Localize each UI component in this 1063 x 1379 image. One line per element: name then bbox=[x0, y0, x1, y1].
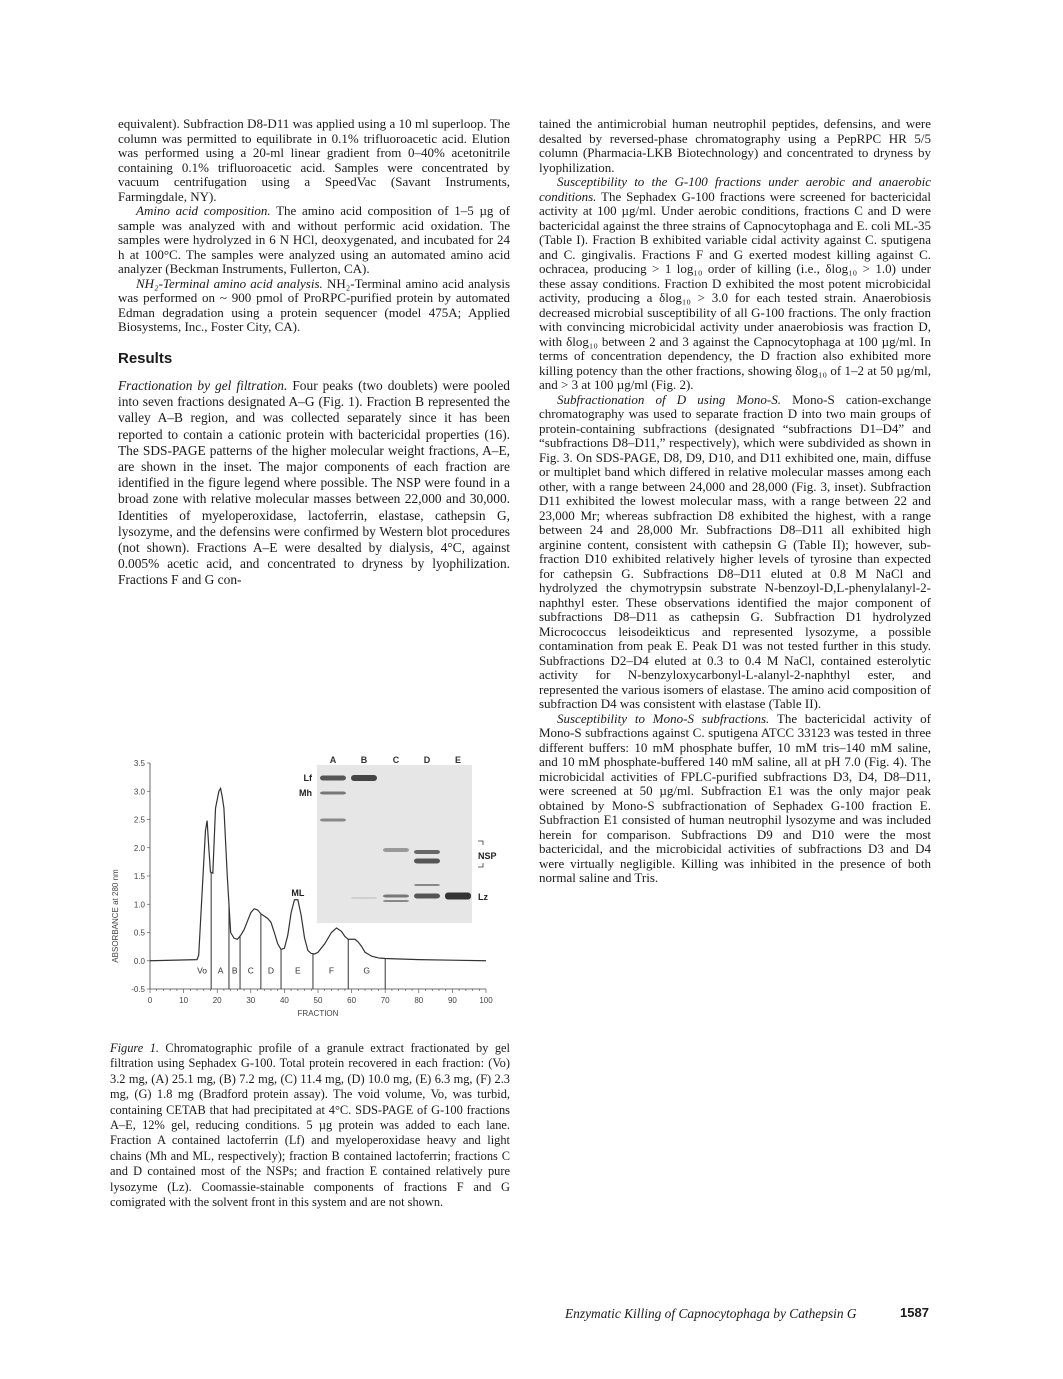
gel-band bbox=[414, 859, 440, 864]
y-tick-label: -0.5 bbox=[131, 985, 145, 994]
paragraph-text: equivalent). Subfraction D8-D11 was applied using a 10 ml superloop. The column was permitted to equilibrate in 0.1% trifluoroacetic acid. Elution was performed using a 20-ml linear gradient from 0–40% acetonitrile containing 0.1% trifluoroacetic acid. Samples were concentrated by vacuum centrifugation using a SpeedVac (Savant Instruments, Farmingdale, NY). bbox=[118, 116, 510, 204]
gel-band bbox=[383, 895, 409, 898]
paragraph bbox=[539, 712, 931, 886]
x-tick-label: 40 bbox=[279, 996, 289, 1005]
x-tick-label: 90 bbox=[447, 996, 457, 1005]
fractionation-paragraph bbox=[118, 378, 510, 589]
x-tick-label: 60 bbox=[347, 996, 357, 1005]
fraction-label: G bbox=[363, 965, 371, 976]
x-tick-label: 100 bbox=[479, 996, 493, 1005]
x-tick-label: 80 bbox=[414, 996, 424, 1005]
section-heading-results: Results bbox=[118, 350, 173, 367]
figure-caption bbox=[110, 1041, 510, 1210]
gel-band bbox=[414, 894, 440, 899]
gel-band bbox=[383, 900, 409, 902]
chart-svg bbox=[100, 750, 520, 1030]
gel-lane-label: C bbox=[392, 755, 400, 765]
peak-label-ml: ML bbox=[291, 887, 305, 898]
paragraph-text: tained the antimicrobial human neutrophil peptides, defensins, and were desalted by reversed-phase chromatography using a PepRPC HR 5/5 column (Pharmacia-LKB Biotechnology) and concentrated to dryness by lyophilization. bbox=[539, 116, 931, 175]
gel-lane-label: E bbox=[454, 755, 462, 765]
fraction-label: F bbox=[328, 965, 335, 976]
x-tick-label: 70 bbox=[380, 996, 390, 1005]
fraction-label: C bbox=[247, 965, 254, 976]
x-axis-label: FRACTION bbox=[297, 1009, 339, 1018]
gel-lane-label: D bbox=[423, 755, 431, 765]
gel-band bbox=[320, 819, 346, 822]
figure-1-chromatogram bbox=[100, 750, 520, 1030]
gel-band bbox=[445, 893, 471, 900]
paragraph-lead: Susceptibility to Mono-S subfractions. bbox=[557, 710, 770, 726]
paragraph bbox=[118, 277, 510, 335]
paragraph-text: Mono-S cation-exchange chromatography was used to separate fraction D into two main groups of protein-containing subfractions (designated “subfractions D1–D4” and “subfractions D8–D11,” respectively), which were subdivided as shown in Fig. 3. On SDS-PAGE, D8, D9, D10, and D11 exhibited one, main, diffuse or multiplet band which differed in relative molecular masses among each other, with a range between 24,000 and 28,000 (Fig. 3, inset). Subfraction D11 exhibited the lowest molecular mass, with a range between 22 and 23,000 Mr; whereas subfraction D8 exhibited the highest, with a range between 24 and 28,000 Mr. Subfractions D8–D11 all exhibited high arginine content, consistent with cathepsin G (Table II); however, subfraction D10 exhibited relatively higher levels of tyrosine than expected for cathepsin G. Subfractions D8–D11 eluted at 0.8 M NaCl and hydrolyzed the chymotrypsin substrate N-benzoyl-D,L-phenylalanyl-2-naphthyl ester. These observations identified the major component of subfractions D8–D11 as cathepsin G. Subfraction D1 hydrolyzed Micrococcus leisodeikticus and represented lysozyme, a possible contamination from peak E. Peak D1 was not tested further in this study. Subfractions D2–D4 eluted at 0.3 to 0.4 M NaCl, contained esterolytic activity for N-benzyloxycarbonyl-L-alanyl-2-naphthyl ester, and represented the various isomers of elastase. The amino acid composition of subfraction D4 was consistent with elastase (Table II). bbox=[539, 391, 932, 711]
paragraph-lead: NH₂-Terminal amino acid analysis. bbox=[136, 275, 323, 291]
gel-lane-label: A bbox=[329, 755, 337, 765]
caption-text: Chromatographic profile of a granule extract fractionated by gel filtration using Sephadex G-100. Total protein recovered in each fraction: (Vo) 3.2 mg, (A) 25.1 mg, (B) 7.2 mg, (C) 11.4 mg, (D) 10.0 mg, (E) 6.3 mg, (F) 2.3 mg, (G) 1.8 mg (Bradford protein assay). The void volume, Vo, was turbid, containing CETAB that had precipitated at 4°C. SDS-PAGE of G-100 fractions A–E, 12% gel, reducing conditions. 5 µg protein was added to each lane. Fraction A contained lactoferrin (Lf) and myeloperoxidase heavy and light chains (Mh and ML, respectively); fraction B contained lactoferrin; fractions C and D contained most of the NSPs; and fraction E contained relatively pure lysozyme (Lz). Coomassie-stainable components of fractions F and G comigrated with the solvent front in this system and are not shown. bbox=[110, 1041, 510, 1210]
x-tick-label: 10 bbox=[179, 996, 189, 1005]
fraction-label: D bbox=[267, 965, 275, 976]
fraction-label: A bbox=[217, 965, 224, 976]
y-tick-label: 0.0 bbox=[133, 956, 145, 966]
right-column bbox=[539, 117, 931, 886]
paragraph-lead: Fractionation by gel filtration. bbox=[118, 378, 288, 393]
band-label-lf: Lf bbox=[303, 773, 312, 783]
paragraph-text: The Sephadex G-100 fractions were screened for bactericidal activity at 100 µg/ml. Under aerobic conditions, fractions C and D were bactericidal against the three strains of Capnocytophaga and E. coli ML-35 (Table I). Fraction B exhibited variable cidal activity against C. sputigena and C. gingivalis. Fractions F and G exerted modest killing against C. ochracea, producing > 1 log₁₀ order of killing (i.e., δlog₁₀ > 1.0) under these assay conditions. Fraction D exhibited the most potent microbicidal activity, producing a δlog₁₀ > 3.0 for each tested strain. Anaerobiosis decreased microbial susceptibility of all G-100 fractions. The only fraction with convincing microbicidal activity under anaerobiosis was fraction D, with δlog₁₀ between 2 and 3 against the Capnocytophaga at 100 µg/ml. In terms of concentration dependency, the D fraction also exhibited more killing potency than the other fractions, showing δlog₁₀ of 1–2 at 50 µg/ml, and > 3 at 100 µg/ml (Fig. 2). bbox=[539, 188, 931, 392]
fraction-label: Vo bbox=[197, 965, 208, 976]
band-label-mh: Mh bbox=[299, 788, 312, 798]
gel-band bbox=[320, 776, 346, 781]
left-column bbox=[118, 117, 510, 335]
gel-band bbox=[383, 848, 409, 852]
paragraph-text: NH₂-Terminal amino acid analysis was performed on ~ 900 pmol of ProRPC-purified protein by automated Edman degradation using a protein sequencer (model 475A; Applied Biosystems, Inc., Foster City, CA). bbox=[118, 275, 510, 334]
gel-band bbox=[351, 898, 377, 899]
y-tick-label: 2.0 bbox=[133, 843, 145, 853]
band-label-nsp: NSP bbox=[478, 851, 497, 861]
paragraph-lead: Subfractionation of D using Mono-S. bbox=[557, 391, 781, 407]
gel-lane-label: B bbox=[360, 755, 368, 765]
paragraph bbox=[118, 204, 510, 277]
paragraph-text: The bactericidal activity of Mono-S subfractions against C. sputigena ATCC 33123 was tested in three different buffers: 10 mM phosphate buffer, 10 mM tris–140 mM saline, and 10 mM phosphate-buffered 140 mM saline, all at pH 7.0 (Fig. 4). The microbicidal activities of FPLC-purified subfractions D3, D4, D8–D11, were screened at 50 µg/ml. Subfraction E1 was the only major peak obtained by Mono-S subfractionation of Sephadex G-100 fraction E. Subfraction E1 consisted of human neutrophil lysozyme and was included herein for comparison. Subfractions D9 and D10 were the most bactericidal, and the microbicidal activities of subfractions D3 and D4 were virtually negligible. Killing was inhibited in the presence of both normal saline and Tris. bbox=[539, 710, 932, 885]
paragraph bbox=[539, 393, 931, 712]
paragraph bbox=[539, 175, 931, 393]
gel-band bbox=[414, 884, 440, 886]
x-tick-label: 20 bbox=[212, 996, 222, 1005]
y-tick-label: 0.5 bbox=[133, 928, 145, 938]
paragraph-text: The amino acid composition of 1–5 µg of sample was analyzed with and without performic acid oxidation. The samples were hydrolyzed in 6 N HCl, deoxygenated, and incubated for 24 h at 100°C. The samples were analyzed using an automated amino acid analyzer (Beckman Instruments, Fullerton, CA). bbox=[118, 203, 510, 276]
band-label-lz: Lz bbox=[478, 892, 488, 902]
fraction-label: E bbox=[295, 965, 301, 976]
y-tick-label: 3.5 bbox=[133, 759, 145, 768]
x-tick-label: 30 bbox=[246, 996, 256, 1005]
y-tick-label: 1.5 bbox=[133, 872, 145, 881]
gel-band bbox=[351, 775, 377, 781]
page-number: 1587 bbox=[900, 1305, 929, 1320]
y-axis-label: ABSORBANCE at 280 nm bbox=[111, 869, 120, 963]
x-tick-label: 0 bbox=[147, 996, 153, 1005]
gel-band bbox=[414, 850, 440, 854]
fraction-label: B bbox=[231, 965, 238, 976]
paragraph bbox=[539, 117, 931, 175]
x-tick-label: 50 bbox=[313, 996, 323, 1005]
gel-band bbox=[320, 792, 346, 795]
y-tick-label: 3.0 bbox=[133, 787, 145, 797]
running-title: Enzymatic Killing of Capnocytophaga by Cathepsin G bbox=[565, 1306, 857, 1321]
paragraph-lead: Amino acid composition. bbox=[136, 203, 271, 218]
caption-label: Figure 1. bbox=[110, 1041, 159, 1055]
y-tick-label: 1.0 bbox=[133, 900, 145, 910]
paragraph bbox=[118, 117, 510, 204]
y-tick-label: 2.5 bbox=[133, 815, 145, 825]
paragraph-lead: Susceptibility to the G-100 fractions under aerobic and anaerobic conditions. bbox=[539, 174, 931, 204]
paragraph-text: Four peaks (two doublets) were pooled into seven fractions designated A–G (Fig. 1). Fraction B represented the valley A–B region, and was collected separately since it has been reported to contain a cationic protein with bactericidal properties (16). The SDS-PAGE patterns of the higher molecular weight fractions, A–E, are shown in the inset. The major components of each fraction are identified in the figure legend where possible. The NSP were found in a broad zone with relative molecular masses between 22,000 and 30,000. Identities of myeloperoxidase, lactoferrin, elastase, cathepsin G, lysozyme, and the defensins were confirmed by Western blot procedures (not shown). Fractions A–E were desalted by dialysis, 4°C, against 0.005% acetic acid, and concentrated to dryness by lyophilization. Fractions F and G con- bbox=[118, 378, 510, 588]
